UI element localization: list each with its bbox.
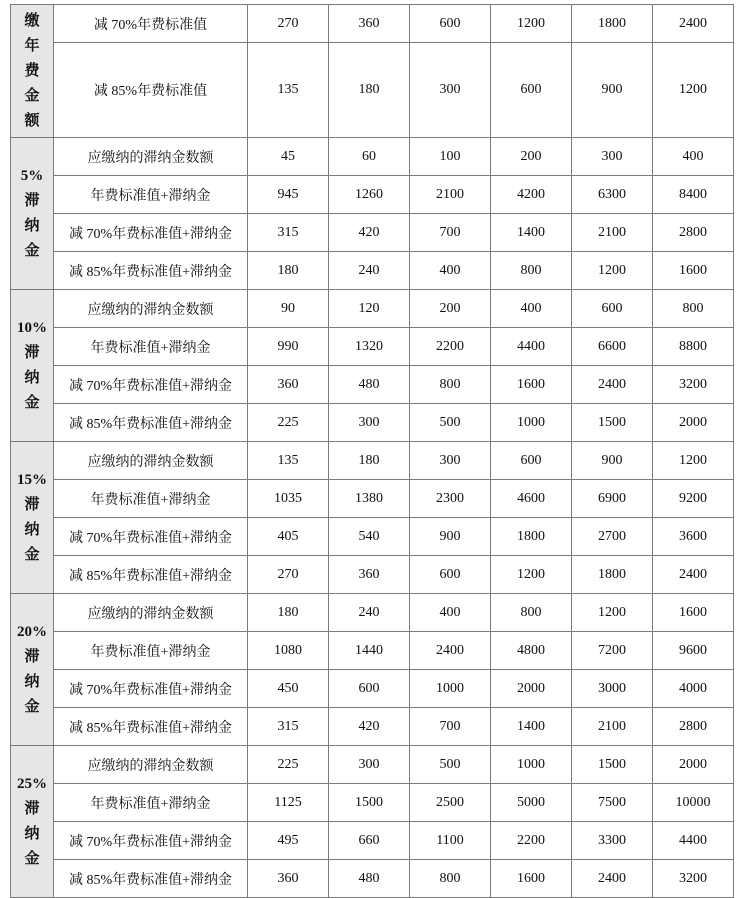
value-cell: 4400 xyxy=(653,822,734,860)
fee-table-body xyxy=(11,5,734,898)
value-cell: 180 xyxy=(248,594,329,632)
value-cell: 8800 xyxy=(653,328,734,366)
row-item-label: 应缴纳的滞纳金数额 xyxy=(54,442,248,480)
value-cell: 2000 xyxy=(653,404,734,442)
table-row xyxy=(11,328,734,366)
value-cell: 180 xyxy=(248,252,329,290)
row-item-label: 减 85%年费标准值+滞纳金 xyxy=(54,708,248,746)
value-cell: 2200 xyxy=(410,328,491,366)
value-cell: 2200 xyxy=(491,822,572,860)
value-cell: 2400 xyxy=(572,366,653,404)
value-cell: 1440 xyxy=(329,632,410,670)
value-cell: 450 xyxy=(248,670,329,708)
value-cell: 270 xyxy=(248,556,329,594)
value-cell: 225 xyxy=(248,404,329,442)
value-cell: 540 xyxy=(329,518,410,556)
value-cell: 1100 xyxy=(410,822,491,860)
value-cell: 2400 xyxy=(572,860,653,898)
table-row xyxy=(11,822,734,860)
group-label-line: 滞 xyxy=(24,496,40,513)
value-cell: 600 xyxy=(491,43,572,138)
value-cell: 360 xyxy=(329,556,410,594)
row-item-label: 减 70%年费标准值+滞纳金 xyxy=(54,822,248,860)
value-cell: 100 xyxy=(410,138,491,176)
value-cell: 990 xyxy=(248,328,329,366)
group-label xyxy=(11,594,54,746)
row-item-label: 减 70%年费标准值+滞纳金 xyxy=(54,670,248,708)
value-cell: 315 xyxy=(248,214,329,252)
row-item-label: 年费标准值+滞纳金 xyxy=(54,632,248,670)
table-row xyxy=(11,366,734,404)
value-cell: 2100 xyxy=(410,176,491,214)
row-item-label: 减 70%年费标准值+滞纳金 xyxy=(54,214,248,252)
value-cell: 2800 xyxy=(653,214,734,252)
table-row xyxy=(11,746,734,784)
value-cell: 600 xyxy=(410,556,491,594)
value-cell: 4200 xyxy=(491,176,572,214)
table-row xyxy=(11,214,734,252)
value-cell: 200 xyxy=(491,138,572,176)
value-cell: 2100 xyxy=(572,708,653,746)
table-row xyxy=(11,442,734,480)
row-item-label: 减 85%年费标准值 xyxy=(54,43,248,138)
value-cell: 700 xyxy=(410,214,491,252)
value-cell: 7500 xyxy=(572,784,653,822)
value-cell: 500 xyxy=(410,746,491,784)
group-label-line: 滞 xyxy=(24,648,40,665)
table-row xyxy=(11,480,734,518)
fee-table xyxy=(10,4,734,898)
value-cell: 270 xyxy=(248,5,329,43)
row-item-label: 减 85%年费标准值+滞纳金 xyxy=(54,252,248,290)
value-cell: 240 xyxy=(329,252,410,290)
value-cell: 8400 xyxy=(653,176,734,214)
group-label-line: 金 xyxy=(24,242,40,259)
row-item-label: 减 85%年费标准值+滞纳金 xyxy=(54,556,248,594)
value-cell: 1500 xyxy=(572,404,653,442)
value-cell: 4000 xyxy=(653,670,734,708)
value-cell: 800 xyxy=(653,290,734,328)
value-cell: 1200 xyxy=(491,5,572,43)
value-cell: 135 xyxy=(248,442,329,480)
value-cell: 500 xyxy=(410,404,491,442)
group-label-line: 20% xyxy=(17,623,47,640)
table-row xyxy=(11,556,734,594)
value-cell: 600 xyxy=(491,442,572,480)
value-cell: 1000 xyxy=(491,404,572,442)
table-row xyxy=(11,632,734,670)
value-cell: 60 xyxy=(329,138,410,176)
value-cell: 1080 xyxy=(248,632,329,670)
value-cell: 1380 xyxy=(329,480,410,518)
row-item-label: 年费标准值+滞纳金 xyxy=(54,480,248,518)
value-cell: 1600 xyxy=(653,252,734,290)
value-cell: 300 xyxy=(572,138,653,176)
value-cell: 240 xyxy=(329,594,410,632)
value-cell: 200 xyxy=(410,290,491,328)
value-cell: 180 xyxy=(329,43,410,138)
value-cell: 4800 xyxy=(491,632,572,670)
value-cell: 90 xyxy=(248,290,329,328)
row-item-label: 减 70%年费标准值+滞纳金 xyxy=(54,518,248,556)
value-cell: 900 xyxy=(572,43,653,138)
table-row xyxy=(11,784,734,822)
value-cell: 3600 xyxy=(653,518,734,556)
group-label-line: 费 xyxy=(24,62,40,79)
value-cell: 1200 xyxy=(653,43,734,138)
group-label-line: 5% xyxy=(20,167,44,184)
value-cell: 1000 xyxy=(491,746,572,784)
value-cell: 800 xyxy=(491,594,572,632)
group-label-line: 金 xyxy=(24,698,40,715)
table-row xyxy=(11,860,734,898)
value-cell: 1200 xyxy=(491,556,572,594)
row-item-label: 减 85%年费标准值+滞纳金 xyxy=(54,860,248,898)
group-label-line: 纳 xyxy=(24,825,40,842)
group-label-line: 纳 xyxy=(24,673,40,690)
value-cell: 1400 xyxy=(491,214,572,252)
row-item-label: 应缴纳的滞纳金数额 xyxy=(54,290,248,328)
row-item-label: 减 85%年费标准值+滞纳金 xyxy=(54,404,248,442)
value-cell: 1320 xyxy=(329,328,410,366)
value-cell: 360 xyxy=(329,5,410,43)
value-cell: 6300 xyxy=(572,176,653,214)
value-cell: 400 xyxy=(410,252,491,290)
group-label-line: 金 xyxy=(24,87,40,104)
table-row xyxy=(11,5,734,43)
table-row xyxy=(11,670,734,708)
group-label-line: 纳 xyxy=(24,369,40,386)
value-cell: 480 xyxy=(329,860,410,898)
group-label xyxy=(11,442,54,594)
value-cell: 800 xyxy=(491,252,572,290)
value-cell: 1800 xyxy=(572,5,653,43)
value-cell: 2500 xyxy=(410,784,491,822)
value-cell: 1800 xyxy=(572,556,653,594)
value-cell: 360 xyxy=(248,366,329,404)
value-cell: 5000 xyxy=(491,784,572,822)
value-cell: 2800 xyxy=(653,708,734,746)
value-cell: 400 xyxy=(410,594,491,632)
group-label-line: 15% xyxy=(17,471,47,488)
value-cell: 2400 xyxy=(653,5,734,43)
value-cell: 1260 xyxy=(329,176,410,214)
row-item-label: 应缴纳的滞纳金数额 xyxy=(54,594,248,632)
value-cell: 3200 xyxy=(653,366,734,404)
value-cell: 315 xyxy=(248,708,329,746)
value-cell: 800 xyxy=(410,366,491,404)
row-item-label: 年费标准值+滞纳金 xyxy=(54,328,248,366)
group-label-line: 额 xyxy=(24,112,40,129)
value-cell: 2300 xyxy=(410,480,491,518)
value-cell: 1800 xyxy=(491,518,572,556)
row-item-label: 应缴纳的滞纳金数额 xyxy=(54,746,248,784)
group-label xyxy=(11,746,54,898)
value-cell: 400 xyxy=(653,138,734,176)
value-cell: 405 xyxy=(248,518,329,556)
value-cell: 180 xyxy=(329,442,410,480)
value-cell: 600 xyxy=(329,670,410,708)
group-label-line: 10% xyxy=(17,319,47,336)
value-cell: 600 xyxy=(410,5,491,43)
value-cell: 2400 xyxy=(653,556,734,594)
value-cell: 6900 xyxy=(572,480,653,518)
value-cell: 10000 xyxy=(653,784,734,822)
value-cell: 660 xyxy=(329,822,410,860)
value-cell: 1200 xyxy=(572,252,653,290)
table-row xyxy=(11,176,734,214)
row-item-label: 应缴纳的滞纳金数额 xyxy=(54,138,248,176)
value-cell: 2100 xyxy=(572,214,653,252)
row-item-label: 减 70%年费标准值 xyxy=(54,5,248,43)
value-cell: 3200 xyxy=(653,860,734,898)
value-cell: 700 xyxy=(410,708,491,746)
row-item-label: 年费标准值+滞纳金 xyxy=(54,784,248,822)
value-cell: 3300 xyxy=(572,822,653,860)
value-cell: 1600 xyxy=(653,594,734,632)
value-cell: 1500 xyxy=(572,746,653,784)
group-label-line: 25% xyxy=(17,775,47,792)
value-cell: 135 xyxy=(248,43,329,138)
value-cell: 1125 xyxy=(248,784,329,822)
value-cell: 2400 xyxy=(410,632,491,670)
value-cell: 225 xyxy=(248,746,329,784)
group-label-line: 金 xyxy=(24,394,40,411)
value-cell: 1000 xyxy=(410,670,491,708)
value-cell: 300 xyxy=(410,43,491,138)
value-cell: 9600 xyxy=(653,632,734,670)
group-label-line: 缴 xyxy=(24,12,40,29)
value-cell: 400 xyxy=(491,290,572,328)
value-cell: 1500 xyxy=(329,784,410,822)
group-label-line: 金 xyxy=(24,850,40,867)
table-row xyxy=(11,252,734,290)
value-cell: 1200 xyxy=(572,594,653,632)
value-cell: 9200 xyxy=(653,480,734,518)
value-cell: 800 xyxy=(410,860,491,898)
value-cell: 1200 xyxy=(653,442,734,480)
value-cell: 1600 xyxy=(491,366,572,404)
value-cell: 1400 xyxy=(491,708,572,746)
value-cell: 900 xyxy=(410,518,491,556)
table-row xyxy=(11,518,734,556)
value-cell: 300 xyxy=(329,746,410,784)
value-cell: 945 xyxy=(248,176,329,214)
value-cell: 6600 xyxy=(572,328,653,366)
value-cell: 3000 xyxy=(572,670,653,708)
group-label-line: 纳 xyxy=(24,521,40,538)
group-label-line: 滞 xyxy=(24,344,40,361)
value-cell: 1035 xyxy=(248,480,329,518)
table-row xyxy=(11,138,734,176)
value-cell: 4600 xyxy=(491,480,572,518)
value-cell: 300 xyxy=(410,442,491,480)
value-cell: 45 xyxy=(248,138,329,176)
row-item-label: 减 70%年费标准值+滞纳金 xyxy=(54,366,248,404)
value-cell: 7200 xyxy=(572,632,653,670)
table-row xyxy=(11,290,734,328)
value-cell: 900 xyxy=(572,442,653,480)
group-label-line: 滞 xyxy=(24,192,40,209)
group-label-line: 年 xyxy=(24,37,40,54)
value-cell: 495 xyxy=(248,822,329,860)
value-cell: 600 xyxy=(572,290,653,328)
value-cell: 420 xyxy=(329,214,410,252)
value-cell: 1600 xyxy=(491,860,572,898)
value-cell: 360 xyxy=(248,860,329,898)
group-label-line: 纳 xyxy=(24,217,40,234)
group-label-line: 滞 xyxy=(24,800,40,817)
value-cell: 2000 xyxy=(653,746,734,784)
value-cell: 480 xyxy=(329,366,410,404)
value-cell: 420 xyxy=(329,708,410,746)
value-cell: 2000 xyxy=(491,670,572,708)
group-label xyxy=(11,5,54,138)
table-row xyxy=(11,404,734,442)
group-label xyxy=(11,290,54,442)
row-item-label: 年费标准值+滞纳金 xyxy=(54,176,248,214)
group-label-line: 金 xyxy=(24,546,40,563)
table-row xyxy=(11,43,734,138)
table-row xyxy=(11,708,734,746)
value-cell: 120 xyxy=(329,290,410,328)
value-cell: 4400 xyxy=(491,328,572,366)
value-cell: 300 xyxy=(329,404,410,442)
group-label xyxy=(11,138,54,290)
table-row xyxy=(11,594,734,632)
value-cell: 2700 xyxy=(572,518,653,556)
